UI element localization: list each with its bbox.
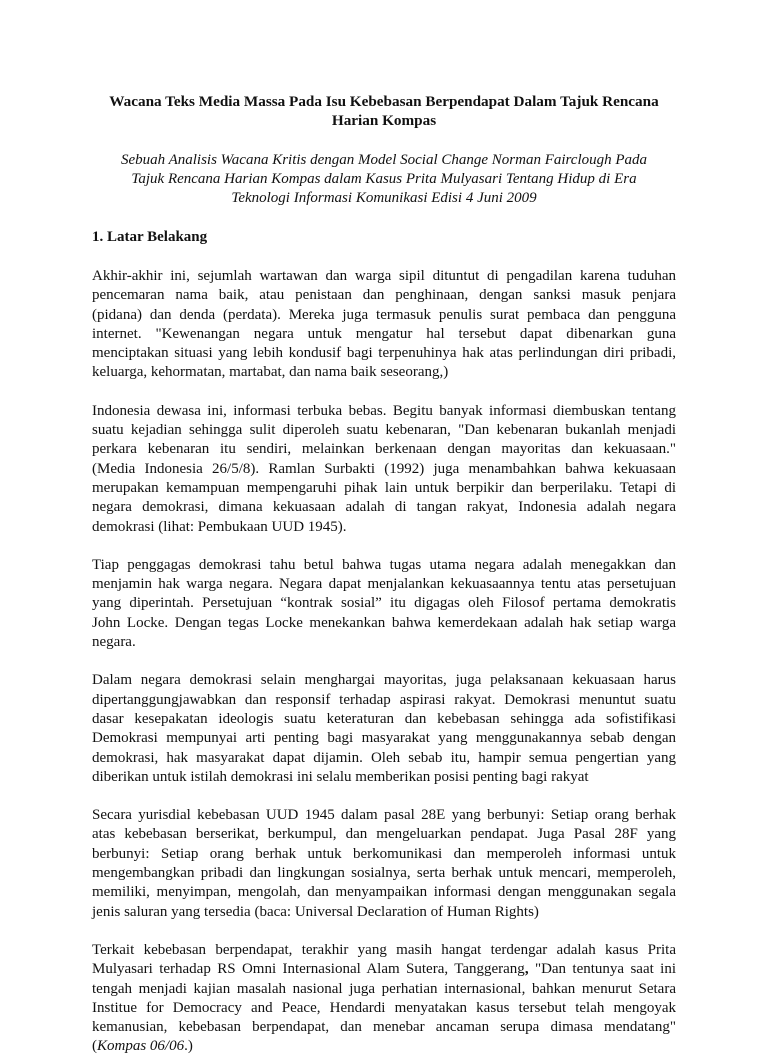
paragraph-line: John Locke. Dengan tegas Locke menekankan bahwa kemerdekaan adalah hak setiap warga xyxy=(92,614,676,631)
paragraph-line: Mulyasari terhadap RS Omni Internasional Alam Sutera, Tanggerang, "Dan tentunya saat ini xyxy=(92,961,676,978)
paragraph-line: berbunyi: Setiap orang berhak untuk berkomunikasi dan memperoleh informasi untuk xyxy=(92,845,676,862)
paragraph xyxy=(92,941,676,1057)
paragraph-line: dipertanggungjawabkan dan responsif terhadap aspirasi rakyat. Demokrasi menuntut suatu xyxy=(92,691,676,708)
paragraph xyxy=(92,402,676,537)
paragraph xyxy=(92,806,676,922)
paragraph-line: Akhir-akhir ini, sejumlah wartawan dan warga sipil dituntut di pengadilan karena tuduhan xyxy=(92,268,676,284)
paragraph-line: merupakan kemampuan mempengaruhi pihak lain untuk berpikir dan berperilaku. Tetapi di xyxy=(92,479,676,496)
paragraph-line: negara. xyxy=(92,634,136,651)
document-title: Wacana Teks Media Massa Pada Isu Kebebasan Berpendapat Dalam Tajuk Rencana Harian Kompas xyxy=(109,93,659,129)
paragraph-line: Terkait kebebasan berpendapat, terakhir yang masih hangat terdengar adalah kasus Prita xyxy=(92,941,676,958)
paragraph-line: (Media Indonesia 26/5/8). Ramlan Surbakti (1992) juga menambahkan bahwa kekuasaan xyxy=(92,460,676,477)
paragraph-line: (Kompas 06/06.) xyxy=(92,1038,193,1055)
paragraph-line: Dalam negara demokrasi selain menghargai mayoritas, juga pelaksanaan kekuasaan harus xyxy=(92,672,676,689)
paragraph-line: Indonesia dewasa ini, informasi terbuka bebas. Begitu banyak informasi diembuskan tentang xyxy=(92,402,676,419)
section-heading: 1. Latar Belakang xyxy=(92,229,208,245)
document-subtitle: Sebuah Analisis Wacana Kritis dengan Model Social Change Norman Fairclough Pada Tajuk Rencana Harian Kompas dalam Kasus Prita Mulyasari Tentang Hidup di Era Teknologi Informasi Komunikasi Edisi 4 Juni 2009 xyxy=(120,152,648,206)
paragraph-line: menjamin hak warga negara. Negara dapat menjalankan kekuasaannya tentu atas persetujuan xyxy=(92,576,676,593)
paragraph-line: negara demokrasi, dimana kekuasaan adalah di tangan rakyat, Indonesia adalah negara xyxy=(92,499,676,516)
paragraph-line: diberikan untuk istilah demokrasi ini selalu memberikan posisi penting bagi rakyat xyxy=(92,768,589,785)
paragraph xyxy=(92,671,676,787)
paragraph-line: perkara kebenaran itu sendiri, melainkan berkenaan dengan mayoritas dan kekuasaan." xyxy=(92,441,676,458)
paragraph xyxy=(92,556,676,652)
paragraph-line: kemanusian, kebebasan berpendapat, dan menebar ancaman serupa dimasa mendatang" xyxy=(92,1019,676,1036)
paragraph-line: Tiap penggagas demokrasi tahu betul bahwa tugas utama negara adalah menegakkan dan xyxy=(92,556,676,573)
paragraph-line: Institue for Democracy and Peace, Hendardi menyatakan kasus tersebut telah mengoyak xyxy=(92,999,676,1016)
citation-text: Kompas 06/06 xyxy=(97,1038,185,1055)
paragraph-line: internet. "Kewenangan negara untuk mengatur hal tersebut dapat dibenarkan guna xyxy=(92,325,676,342)
bold-text: , xyxy=(524,961,529,978)
paragraph-line: menciptakan situasi yang lebih kondusif bagi terpenuhinya hak atas perlindungan diri pribadi, xyxy=(92,345,676,362)
document-body xyxy=(92,267,676,1057)
paragraph-line: atas kebebasan berserikat, berkumpul, dan mengeluarkan pendapat. Juga Pasal 28F yang xyxy=(92,826,676,843)
paragraph-line: dasar kesepakatan ideologis suatu keteraturan dan kebebasan sehingga ada sofistifikasi xyxy=(92,710,676,727)
paragraph-line: jenis saluran yang tersedia (baca: Universal Declaration of Human Rights) xyxy=(92,903,539,920)
paragraph-line: pencemaran nama baik, atau penistaan dan penghinaan, dengan sanksi masuk penjara xyxy=(92,287,676,304)
paragraph-line: Secara yurisdial kebebasan UUD 1945 dalam pasal 28E yang berbunyi: Setiap orang berhak xyxy=(92,807,676,824)
paragraph-line: keluarga, kehormatan, martabat, dan nama baik seseorang,) xyxy=(92,364,449,381)
paragraph-line: suatu kejadian sehingga sulit diperoleh suatu kebenaran, "Dan kebenaran bukanlah menjadi xyxy=(92,422,676,439)
paragraph-line: yang diperintah. Persetujuan “kontrak sosial” itu digagas oleh Filosof pertama demokratis xyxy=(92,595,676,612)
paragraph xyxy=(92,267,676,383)
paragraph-line: mengembangkan pribadi dan lingkungan sosialnya, serta berhak untuk mencari, memperoleh, xyxy=(92,865,676,882)
paragraph-line: demokrasi, hak masyarakat dapat dijamin. Oleh sebab itu, hampir semua pengertian yang xyxy=(92,749,676,766)
paragraph-line: Demokrasi mempunyai arti penting bagi masyarakat yang menggunakannya sebab dengan xyxy=(92,730,676,747)
paragraph-line: memiliki, menyimpan, mengolah, dan menyampaikan informasi dengan menggunakan segala xyxy=(92,884,676,901)
paragraph-line: tengah menjadi kajian masalah nasional juga perhatian internasional, bahkan menurut Setara xyxy=(92,980,676,997)
paragraph-line: demokrasi (lihat: Pembukaan UUD 1945). xyxy=(92,518,347,535)
paragraph-line: (pidana) dan denda (perdata). Mereka juga termasuk penulis surat pembaca dan pengguna xyxy=(92,306,676,323)
